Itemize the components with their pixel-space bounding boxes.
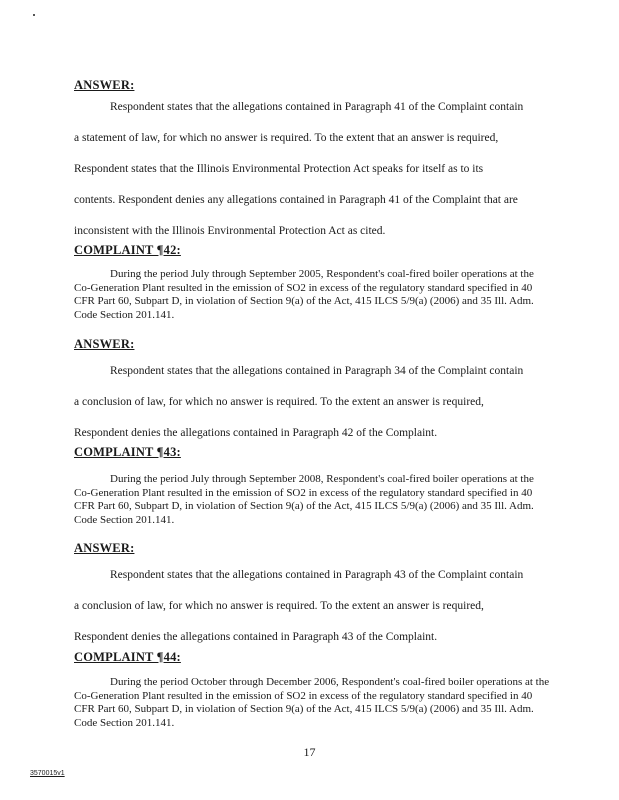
complaint-paragraph: During the period July through September 2008, Respondent's coal-fired boiler operations at the Co-Generation Plant resulted in the emission of SO2 in excess of the regulatory standard specified in 40 CFR Part 60, Subpart D, in violation of Section 9(a) of the Act, 415 ILCS 5/9(a) (2006) and 35 Ill. Adm. Code Section 201.141. xyxy=(74,473,534,526)
text-line: contents. Respondent denies any allegations contained in Paragraph 41 of the Complaint that are xyxy=(74,194,518,206)
section-heading: COMPLAINT ¶42: xyxy=(74,243,181,257)
page-number: 17 xyxy=(303,745,316,759)
document-id: 3570015v1 xyxy=(30,770,65,777)
text-line: inconsistent with the Illinois Environmental Protection Act as cited. xyxy=(74,225,386,237)
answer-paragraph xyxy=(74,560,552,653)
complaint-paragraph: During the period July through September 2005, Respondent's coal-fired boiler operations at the Co-Generation Plant resulted in the emission of SO2 in excess of the regulatory standard specified in 40 CFR Part 60, Subpart D, in violation of Section 9(a) of the Act, 415 ILCS 5/9(a) (2006) and 35 Ill. Adm. Code Section 201.141. xyxy=(74,268,534,321)
section-heading: ANSWER: xyxy=(74,78,135,92)
text-line: Respondent states that the Illinois Environmental Protection Act speaks for itself as to its xyxy=(74,163,484,175)
complaint-paragraph: During the period October through December 2006, Respondent's coal-fired boiler operations at the Co-Generation Plant resulted in the emission of SO2 in excess of the regulatory standard specified in 40 CFR Part 60, Subpart D, in violation of Section 9(a) of the Act, 415 ILCS 5/9(a) (2006) and 35 Ill. Adm. Code Section 201.141. xyxy=(74,676,550,729)
section-heading: ANSWER: xyxy=(74,541,135,555)
text-line: a statement of law, for which no answer is required. To the extent that an answer is required, xyxy=(74,132,499,144)
text-line: Respondent states that the allegations contained in Paragraph 34 of the Complaint contain xyxy=(110,365,524,377)
text-line: a conclusion of law, for which no answer is required. To the extent an answer is required, xyxy=(74,396,484,408)
answer-paragraph xyxy=(74,92,552,247)
text-line: a conclusion of law, for which no answer is required. To the extent an answer is required, xyxy=(74,600,484,612)
section-heading: ANSWER: xyxy=(74,337,135,351)
answer-paragraph xyxy=(74,356,552,449)
section-heading: COMPLAINT ¶43: xyxy=(74,445,181,459)
scan-speck xyxy=(33,14,35,16)
text-line: Respondent denies the allegations contained in Paragraph 42 of the Complaint. xyxy=(74,427,438,439)
text-line: Respondent states that the allegations contained in Paragraph 43 of the Complaint contain xyxy=(110,569,524,581)
section-heading: COMPLAINT ¶44: xyxy=(74,650,181,664)
text-line: Respondent denies the allegations contained in Paragraph 43 of the Complaint. xyxy=(74,631,438,643)
text-line: Respondent states that the allegations contained in Paragraph 41 of the Complaint contain xyxy=(110,101,524,113)
